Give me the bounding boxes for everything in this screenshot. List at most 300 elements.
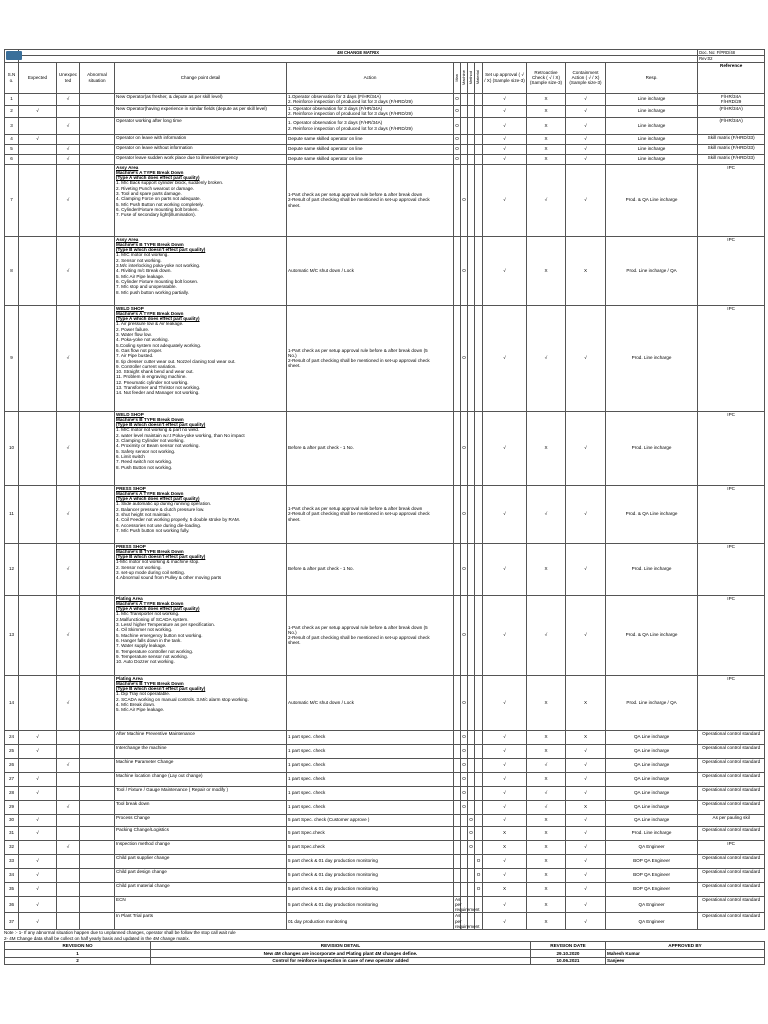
detail-line: Machine Parameter Change bbox=[116, 758, 174, 764]
material-mark bbox=[475, 144, 483, 154]
man-mark bbox=[454, 744, 461, 758]
table-row bbox=[5, 896, 765, 913]
machine-mark bbox=[461, 826, 468, 840]
expected-mark: √ bbox=[19, 854, 57, 868]
expected-mark bbox=[19, 93, 57, 105]
retroactive-check-mark: √ bbox=[527, 485, 566, 543]
change-point-detail bbox=[115, 896, 287, 913]
change-point-detail bbox=[115, 913, 287, 930]
man-mark bbox=[454, 882, 461, 896]
detail-heading: Machine's A TYPE Break Down bbox=[116, 600, 184, 606]
reference-line: As per pauling skil bbox=[712, 814, 750, 820]
setup-approval-mark: √ bbox=[483, 134, 527, 144]
action-line: 2-Result of part checking shall be mentioned in set-up approval check bbox=[288, 197, 430, 203]
abnormal-mark bbox=[80, 411, 115, 485]
setup-approval-mark: √ bbox=[483, 93, 527, 105]
method-mark bbox=[468, 105, 475, 117]
abnormal-mark bbox=[80, 826, 115, 840]
table-row bbox=[5, 543, 765, 595]
action-text bbox=[287, 154, 454, 164]
action-text bbox=[287, 730, 454, 744]
table-row bbox=[5, 814, 765, 826]
containment-mark: √ bbox=[566, 105, 606, 117]
action-line: Depute same skilled operator on line bbox=[288, 136, 363, 142]
row-number: 8 bbox=[5, 236, 19, 305]
abnormal-mark bbox=[80, 134, 115, 144]
resp-text: QA Line incharge bbox=[606, 744, 698, 758]
detail-line: 4. Coil Feeder not working properly, 5 double stroke by RAM. bbox=[116, 517, 241, 523]
action-line: 1 part spec. check bbox=[288, 734, 326, 740]
unexpected-mark bbox=[57, 786, 80, 800]
detail-line: 3. Tool and spare parts damage. bbox=[116, 191, 182, 197]
retroactive-check-mark: √ bbox=[527, 164, 566, 236]
containment-mark: √ bbox=[566, 913, 606, 930]
machine-mark: O bbox=[461, 543, 468, 595]
setup-approval-mark: √ bbox=[483, 786, 527, 800]
abnormal-mark bbox=[80, 93, 115, 105]
expected-mark: √ bbox=[19, 826, 57, 840]
detail-line: 2. Riveting Punch wearout or damage. bbox=[116, 185, 195, 191]
unexpected-mark: √ bbox=[57, 236, 80, 305]
resp-text: Prod. & QA Line incharge bbox=[606, 485, 698, 543]
table-row bbox=[5, 758, 765, 772]
detail-line: 5. Machine emergency button not working. bbox=[116, 632, 203, 638]
detail-heading: (Type A which does effect part quality) bbox=[116, 316, 200, 322]
col-setup-approval: Set up approval ( √ / X) (Sample size-3) bbox=[483, 62, 527, 93]
method-mark bbox=[468, 93, 475, 105]
detail-line: 8. Temperature controller not working. bbox=[116, 648, 194, 654]
detail-line: 5. M/c Air Pipe leakage. bbox=[116, 273, 165, 279]
retroactive-check-mark: X bbox=[527, 154, 566, 164]
unexpected-mark bbox=[57, 826, 80, 840]
retroactive-check-mark: √ bbox=[527, 595, 566, 675]
table-row bbox=[5, 117, 765, 134]
detail-line: 4.Abnormal sound from Pulley & other moving parts bbox=[116, 575, 222, 581]
retroactive-check-mark: X bbox=[527, 411, 566, 485]
resp-text: Prod. Line incharge bbox=[606, 826, 698, 840]
method-mark bbox=[468, 868, 475, 882]
resp-text: QA Line incharge bbox=[606, 772, 698, 786]
action-line: Automatic M/C shut down / Lock bbox=[288, 267, 354, 273]
change-point-detail bbox=[115, 485, 287, 543]
change-matrix-sheet bbox=[4, 49, 764, 965]
col-resp: Resp. bbox=[606, 62, 698, 93]
unexpected-mark: √ bbox=[57, 411, 80, 485]
resp-text: Line incharge bbox=[606, 154, 698, 164]
containment-mark: √ bbox=[566, 744, 606, 758]
row-number: 34 bbox=[5, 868, 19, 882]
action-line: 2-Result of part checking shall be mentioned in set-up approval check bbox=[288, 358, 430, 364]
row-number: 36 bbox=[5, 896, 19, 913]
action-text bbox=[287, 854, 454, 868]
detail-heading: Machine's B TYPE Break Down bbox=[116, 416, 184, 422]
man-mark bbox=[454, 772, 461, 786]
unexpected-mark: √ bbox=[57, 117, 80, 134]
machine-mark bbox=[461, 144, 468, 154]
material-mark bbox=[475, 675, 483, 730]
setup-approval-mark: X bbox=[483, 882, 527, 896]
method-mark bbox=[468, 154, 475, 164]
resp-text: Prod. Line incharge / QA bbox=[606, 675, 698, 730]
detail-line: 3. Water flow low. bbox=[116, 332, 152, 338]
retroactive-check-mark: X bbox=[527, 814, 566, 826]
row-number: 6 bbox=[5, 154, 19, 164]
containment-mark: √ bbox=[566, 411, 606, 485]
material-mark bbox=[475, 154, 483, 164]
reference-text bbox=[698, 164, 765, 236]
detail-heading: WELD SHOP bbox=[116, 411, 144, 417]
action-text bbox=[287, 144, 454, 154]
col-material: Material bbox=[475, 62, 483, 93]
abnormal-mark bbox=[80, 854, 115, 868]
retroactive-check-mark: X bbox=[527, 744, 566, 758]
reference-line: IPC bbox=[727, 164, 735, 170]
expected-mark bbox=[19, 164, 57, 236]
reference-text bbox=[698, 730, 765, 744]
table-row bbox=[5, 134, 765, 144]
change-point-detail bbox=[115, 882, 287, 896]
machine-mark: O bbox=[461, 800, 468, 814]
detail-line: 7. Reed switch not working. bbox=[116, 459, 173, 465]
material-mark: O bbox=[475, 882, 483, 896]
row-number: 37 bbox=[5, 913, 19, 930]
containment-mark: √ bbox=[566, 93, 606, 105]
method-mark: O bbox=[468, 840, 475, 854]
row-number: 1 bbox=[5, 93, 19, 105]
row-number: 24 bbox=[5, 730, 19, 744]
col-reference: Reference bbox=[698, 62, 765, 93]
expected-mark bbox=[19, 117, 57, 134]
detail-line: Process Change bbox=[116, 814, 150, 820]
reference-line: Operational control standard bbox=[702, 913, 761, 919]
material-mark: O bbox=[475, 868, 483, 882]
machine-mark: O bbox=[461, 744, 468, 758]
method-mark bbox=[468, 144, 475, 154]
revision-detail: New 4M changes are incorporate and Plating plant 4M changes define. bbox=[151, 949, 531, 957]
setup-approval-mark: √ bbox=[483, 730, 527, 744]
detail-line: 7. Air Pipe busted. bbox=[116, 353, 154, 359]
action-text bbox=[287, 93, 454, 105]
man-mark bbox=[454, 868, 461, 882]
reference-line: (F/HR/34A) bbox=[719, 117, 743, 123]
action-text bbox=[287, 595, 454, 675]
setup-approval-mark: √ bbox=[483, 164, 527, 236]
machine-mark: O bbox=[461, 485, 468, 543]
row-number: 5 bbox=[5, 144, 19, 154]
setup-approval-mark: √ bbox=[483, 305, 527, 411]
change-point-detail bbox=[115, 814, 287, 826]
action-line: Before & after part check - 1 No. bbox=[288, 445, 354, 451]
expected-mark bbox=[19, 840, 57, 854]
containment-mark: √ bbox=[566, 854, 606, 868]
change-point-detail bbox=[115, 826, 287, 840]
table-row bbox=[5, 236, 765, 305]
row-number: 35 bbox=[5, 882, 19, 896]
machine-mark: O bbox=[461, 411, 468, 485]
reference-text bbox=[698, 117, 765, 134]
expected-mark: √ bbox=[19, 913, 57, 930]
containment-mark: √ bbox=[566, 882, 606, 896]
setup-approval-mark: X bbox=[483, 826, 527, 840]
material-mark bbox=[475, 840, 483, 854]
setup-approval-mark: √ bbox=[483, 117, 527, 134]
unexpected-mark bbox=[57, 772, 80, 786]
reference-line: Skill matrix (F/HRD/33) bbox=[707, 134, 755, 140]
doc-number: Doc. No: F/PRD/48 bbox=[698, 50, 765, 56]
man-mark: O bbox=[454, 93, 461, 105]
action-line: sheet. bbox=[288, 202, 301, 208]
abnormal-mark bbox=[80, 913, 115, 930]
expected-mark bbox=[19, 758, 57, 772]
reference-text bbox=[698, 800, 765, 814]
detail-line: 1. M/C motor not working. bbox=[116, 252, 169, 258]
detail-line: 7. Water supply leakage. bbox=[116, 643, 167, 649]
abnormal-mark bbox=[80, 896, 115, 913]
resp-text: Prod. & QA Line incharge bbox=[606, 595, 698, 675]
expected-mark: √ bbox=[19, 882, 57, 896]
detail-heading: Plating Area bbox=[116, 595, 143, 601]
detail-line: 6. Limit switch bbox=[116, 453, 145, 459]
change-point-detail bbox=[115, 144, 287, 154]
abnormal-mark bbox=[80, 840, 115, 854]
row-number: 3 bbox=[5, 117, 19, 134]
table-row bbox=[5, 868, 765, 882]
reference-text bbox=[698, 411, 765, 485]
action-text bbox=[287, 485, 454, 543]
action-text bbox=[287, 236, 454, 305]
setup-approval-mark: √ bbox=[483, 154, 527, 164]
table-row bbox=[5, 93, 765, 105]
revision-by: Mahesh Kumar bbox=[606, 949, 765, 957]
detail-line: 11. Problem in engraving machine. bbox=[116, 374, 187, 380]
document-title: 4M CHANGE MATRIX bbox=[19, 50, 698, 56]
row-number: 2 bbox=[5, 105, 19, 117]
table-row bbox=[5, 854, 765, 868]
action-line: 1-Part check as per setup approval rule before & after break down bbox=[288, 506, 423, 512]
material-mark bbox=[475, 758, 483, 772]
material-mark bbox=[475, 543, 483, 595]
row-number: 29 bbox=[5, 800, 19, 814]
detail-line: 6. Cylinder Fixture mounting bolt loosen. bbox=[116, 278, 199, 284]
detail-line: 8. Push Button not working. bbox=[116, 464, 173, 470]
col-man: Man bbox=[454, 62, 461, 93]
change-point-detail bbox=[115, 117, 287, 134]
detail-line: 4. Clamping Force on parts not adequate. bbox=[116, 196, 201, 202]
reference-text bbox=[698, 744, 765, 758]
expected-mark: √ bbox=[19, 786, 57, 800]
detail-heading: Plating Area bbox=[116, 675, 143, 681]
detail-line: 4. Riviting m/c Break down. bbox=[116, 268, 172, 274]
setup-approval-mark: √ bbox=[483, 411, 527, 485]
retroactive-check-mark: √ bbox=[527, 800, 566, 814]
col-method: Method bbox=[468, 62, 475, 93]
expected-mark bbox=[19, 543, 57, 595]
expected-mark bbox=[19, 144, 57, 154]
setup-approval-mark: √ bbox=[483, 485, 527, 543]
unexpected-mark bbox=[57, 913, 80, 930]
action-line: Depute same skilled operator on line bbox=[288, 156, 363, 162]
machine-mark: O bbox=[461, 675, 468, 730]
method-mark bbox=[468, 485, 475, 543]
change-point-detail bbox=[115, 868, 287, 882]
man-mark: As per requirement bbox=[455, 896, 480, 913]
man-mark bbox=[454, 814, 461, 826]
col-action: Action bbox=[287, 62, 454, 93]
retroactive-check-mark: X bbox=[527, 730, 566, 744]
table-row bbox=[5, 411, 765, 485]
action-line: 1.Operator observation for 3 days (F/HR/34A) bbox=[288, 93, 381, 99]
man-mark bbox=[454, 305, 461, 411]
revision-date: 29.10.2020 bbox=[531, 949, 606, 957]
material-mark bbox=[475, 826, 483, 840]
resp-text: QA Engineer bbox=[606, 896, 698, 913]
retroactive-check-mark: X bbox=[527, 882, 566, 896]
containment-mark: X bbox=[566, 675, 606, 730]
action-line: 5 part Spec.check bbox=[288, 830, 325, 836]
detail-line: 4. Oil Skimmer not working. bbox=[116, 627, 173, 633]
setup-approval-mark: √ bbox=[483, 868, 527, 882]
containment-mark: √ bbox=[566, 134, 606, 144]
action-line: 2-Result of part checking shall be mentioned in set-up approval check bbox=[288, 635, 430, 641]
reference-text bbox=[698, 826, 765, 840]
reference-text bbox=[698, 868, 765, 882]
action-text bbox=[287, 134, 454, 144]
reference-line: Operational control standard bbox=[702, 772, 761, 778]
action-text bbox=[287, 868, 454, 882]
machine-mark bbox=[461, 154, 468, 164]
detail-line: 7. Fuse of secondary light(illumination). bbox=[116, 212, 196, 218]
detail-line: 10. Straight shank bend and wear out. bbox=[116, 369, 194, 375]
action-line: Automatic M/C shut down / Lock bbox=[288, 699, 354, 705]
reference-line: F/HRD/29 bbox=[720, 98, 742, 104]
reference-text bbox=[698, 896, 765, 913]
retroactive-check-mark: X bbox=[527, 134, 566, 144]
detail-heading: Assy Area bbox=[116, 236, 139, 242]
containment-mark: √ bbox=[566, 758, 606, 772]
material-mark bbox=[475, 117, 483, 134]
detail-line: Interchange the machine bbox=[116, 744, 167, 750]
material-mark bbox=[475, 485, 483, 543]
detail-line: 6. Accessories not use during die-loading. bbox=[116, 522, 202, 528]
resp-text: QA Line incharge bbox=[606, 758, 698, 772]
expected-mark bbox=[19, 411, 57, 485]
change-point-detail bbox=[115, 411, 287, 485]
resp-text: Line incharge bbox=[606, 144, 698, 154]
action-line: sheet. bbox=[288, 640, 301, 646]
abnormal-mark bbox=[80, 758, 115, 772]
action-line: 1-Part check as per setup approval rule before & after break down (5 bbox=[288, 624, 428, 630]
abnormal-mark bbox=[80, 305, 115, 411]
reference-text bbox=[698, 840, 765, 854]
reference-text bbox=[698, 882, 765, 896]
detail-heading: PRESS SHOP bbox=[116, 543, 146, 549]
abnormal-mark bbox=[80, 800, 115, 814]
row-number: 7 bbox=[5, 164, 19, 236]
table-row bbox=[5, 772, 765, 786]
detail-line: 8. M/c push button working partially. bbox=[116, 289, 189, 295]
reference-text bbox=[698, 772, 765, 786]
setup-approval-mark: X bbox=[483, 840, 527, 854]
reference-text bbox=[698, 543, 765, 595]
reference-line: (F/HR/34A) bbox=[719, 105, 743, 111]
revision-date: 10.06.2021 bbox=[531, 957, 606, 965]
detail-line: 3. Clamping Cylinder not working. bbox=[116, 438, 185, 444]
expected-mark bbox=[19, 800, 57, 814]
material-mark bbox=[475, 595, 483, 675]
detail-line: ECN bbox=[116, 896, 126, 902]
unexpected-mark bbox=[57, 882, 80, 896]
detail-line: Operator on leave with information bbox=[116, 134, 187, 140]
action-text bbox=[287, 896, 454, 913]
expected-mark: √ bbox=[19, 105, 57, 117]
reference-text bbox=[698, 93, 765, 105]
detail-heading: Machine's B TYPE Break Down bbox=[116, 548, 184, 554]
table-row bbox=[5, 595, 765, 675]
change-point-detail bbox=[115, 786, 287, 800]
unexpected-mark bbox=[57, 105, 80, 117]
resp-text: BOP QA Engineer bbox=[606, 854, 698, 868]
detail-line: Child part design change bbox=[116, 868, 167, 874]
action-line: 1 part spec. check bbox=[288, 790, 326, 796]
detail-line: 14. Nut feeder and Manager not working. bbox=[116, 390, 200, 396]
man-mark: O bbox=[454, 144, 461, 154]
man-mark bbox=[454, 758, 461, 772]
action-line: 1 part spec. check bbox=[288, 762, 326, 768]
action-line: 1 part spec. check bbox=[288, 748, 326, 754]
company-logo bbox=[5, 50, 19, 63]
machine-mark bbox=[461, 117, 468, 134]
detail-heading: PRESS SHOP bbox=[116, 485, 146, 491]
action-line: 5 part check & 01 day production monitoring bbox=[288, 901, 378, 907]
row-number: 26 bbox=[5, 758, 19, 772]
detail-line: 1-M/c motor not working & machine stop. bbox=[116, 559, 200, 565]
col-sno: S.N o. bbox=[5, 62, 19, 93]
action-line: 5 part check & 01 day production monitoring bbox=[288, 872, 378, 878]
action-line: Before & after part check - 1 No. bbox=[288, 566, 354, 572]
abnormal-mark bbox=[80, 772, 115, 786]
detail-heading: Machine's A TYPE Break Down bbox=[116, 490, 184, 496]
unexpected-mark: √ bbox=[57, 154, 80, 164]
detail-line: 10. Auto Dozzer not working. bbox=[116, 659, 175, 665]
resp-text: BOP QA Engineer bbox=[606, 868, 698, 882]
resp-text: Line incharge bbox=[606, 117, 698, 134]
expected-mark: √ bbox=[19, 744, 57, 758]
machine-mark: O bbox=[461, 164, 468, 236]
expected-mark bbox=[19, 305, 57, 411]
table-row bbox=[5, 154, 765, 164]
resp-text: Prod. Line incharge bbox=[606, 411, 698, 485]
resp-text: QA Line incharge bbox=[606, 730, 698, 744]
col-machine: Machine bbox=[461, 62, 468, 93]
man-mark bbox=[454, 786, 461, 800]
detail-heading: Assy Area bbox=[116, 164, 139, 170]
change-matrix-table bbox=[4, 49, 765, 930]
table-row bbox=[5, 144, 765, 154]
unexpected-mark: √ bbox=[57, 485, 80, 543]
action-line: 5 part Spec. check (Customer approve ) bbox=[288, 817, 370, 823]
detail-line: 3. Less/ higher Temperature as per specification. bbox=[116, 622, 215, 628]
man-mark bbox=[454, 543, 461, 595]
action-line: Depute same skilled operator on line bbox=[288, 146, 363, 152]
resp-text: Line incharge bbox=[606, 134, 698, 144]
revision-row bbox=[5, 949, 765, 957]
unexpected-mark bbox=[57, 134, 80, 144]
col-containment-action: Containment Action ( √ / X) (Sample size-3) bbox=[566, 62, 606, 93]
detail-line: 1. Dip Tray not operatable. bbox=[116, 691, 171, 697]
reference-line: IPC bbox=[727, 543, 735, 549]
table-row bbox=[5, 105, 765, 117]
reference-text bbox=[698, 786, 765, 800]
